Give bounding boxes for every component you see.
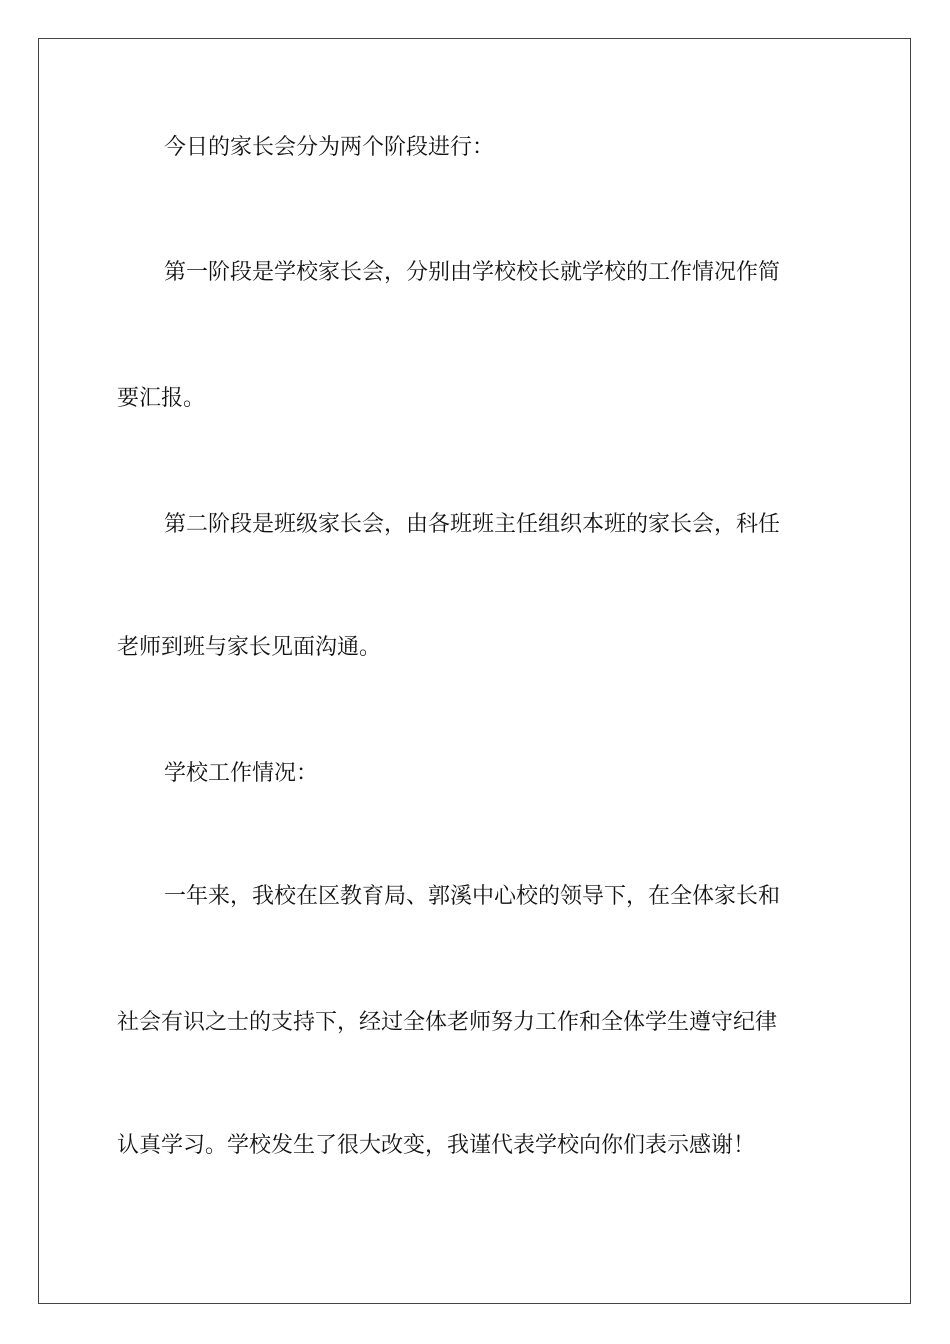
paragraph-line: 一年来，我校在区教育局、郭溪中心校的领导下，在全体家长和: [164, 884, 781, 909]
paragraph-line: 认真学习。学校发生了很大改变，我谨代表学校向你们表示感谢！: [117, 1133, 756, 1158]
paragraph-line: 要汇报。: [117, 386, 206, 411]
paragraph-line: 今日的家长会分为两个阶段进行：: [164, 135, 495, 160]
paragraph-line: 第一阶段是学校家长会，分别由学校校长就学校的工作情况作简: [164, 260, 781, 285]
page-border: [38, 38, 911, 1304]
paragraph-line: 社会有识之士的支持下，经过全体老师努力工作和全体学生遵守纪律: [117, 1010, 778, 1035]
paragraph-line: 第二阶段是班级家长会，由各班班主任组织本班的家长会，科任: [164, 512, 781, 537]
paragraph-line: 学校工作情况：: [164, 761, 319, 786]
paragraph-line: 老师到班与家长见面沟通。: [117, 635, 382, 660]
